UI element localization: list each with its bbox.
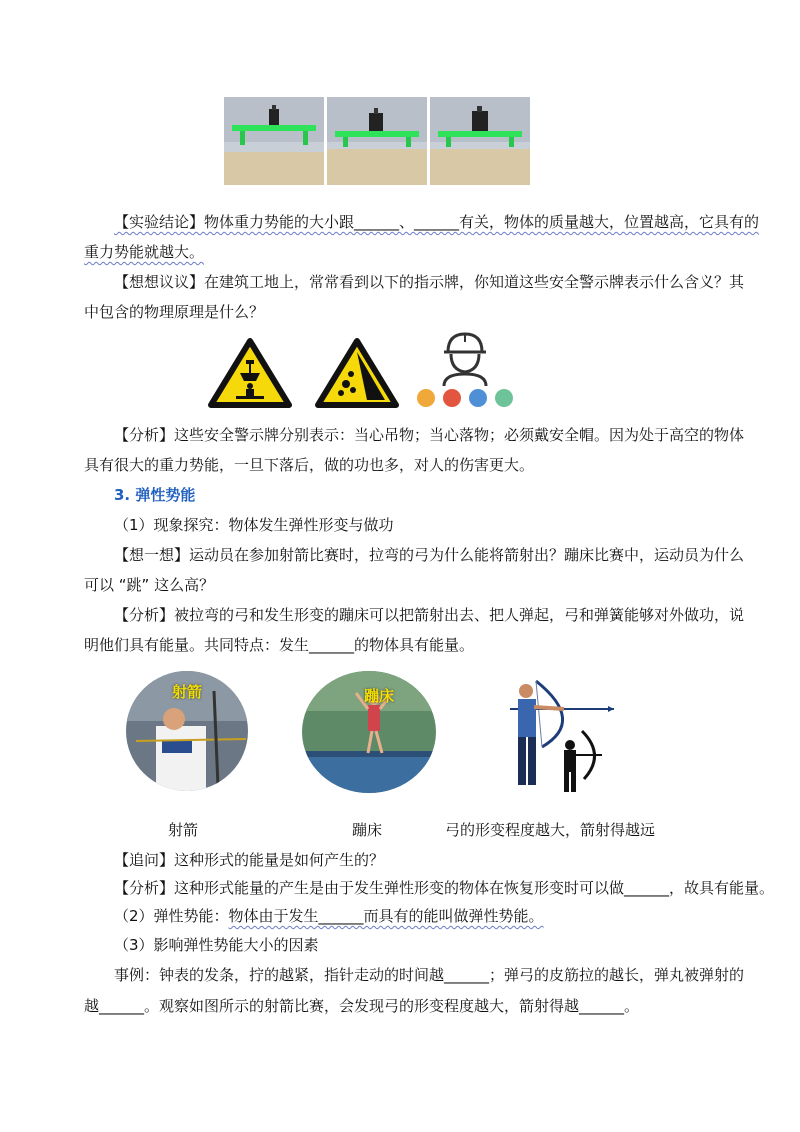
trampoline-photo-label: 蹦床 [364,687,395,705]
discussion-line2: 中包含的物理原理是什么？ [84,303,265,321]
experiment-photo-2 [327,97,427,185]
think-line1: 【想一想】运动员在参加射箭比赛时，拉弯的弓为什么能将箭射出？蹦床比赛中，运动员为什么 [114,546,745,564]
example-line2: 越______。观察如图所示的射箭比赛，会发现弓的形变程度越大，箭射得越______。 [84,997,640,1015]
discussion-line1: 【想想议议】在建筑工地上，常常看到以下的指示牌，你知道这些安全警示牌表示什么含义？其 [114,273,745,291]
safety-helmet-icon [414,328,516,410]
caption-archery: 射箭 [168,821,199,839]
caption-trampoline: 蹦床 [352,821,383,839]
trampoline-photo [302,671,436,793]
followup-question: 【追问】这种形式的能量是如何产生的？ [114,851,385,869]
think-line2: 可以 “跳” 这么高？ [84,576,215,594]
example-line1: 事例：钟表的发条，拧的越紧，指针走动的时间越______；弹弓的皮筋拉的越长，弹丸被弹射的 [114,966,745,984]
hanging-load-warning-icon [208,338,292,408]
experiment-photo-3 [430,97,530,185]
experiment-photo-1 [224,97,324,185]
archer-illustration [490,661,616,795]
analysis-energy-origin: 【分析】这种形式能量的产生是由于发生弹性形变的物体在恢复形变时可以做______，故具有能量。 [114,879,775,897]
subsection-1: （1）现象探究：物体发生弹性形变与做功 [114,516,394,534]
falling-rocks-warning-icon [315,338,399,408]
subsection-3: （3）影响弹性势能大小的因素 [114,936,319,954]
archery-photo-label: 射箭 [172,683,203,701]
analysis-bow-line1: 【分析】被拉弯的弓和发生形变的蹦床可以把箭射出去、把人弹起，弓和弹簧能够对外做功，说 [114,606,745,624]
analysis-signs-line2: 具有很大的重力势能，一旦下落后，做的功也多，对人的伤害更大。 [84,456,535,474]
analysis-signs-line1: 【分析】这些安全警示牌分别表示：当心吊物；当心落物；必须戴安全帽。因为处于高空的物体 [114,426,745,444]
caption-bow-deformation: 弓的形变程度越大，箭射得越远 [445,821,656,839]
experiment-conclusion-line1: 【实验结论】物体重力势能的大小跟______、______有关，物体的质量越大，位置越高，它具有的 [114,213,760,231]
archery-photo [126,671,248,791]
subsection-2: （2）弹性势能：物体由于发生______而具有的能叫做弹性势能。 [114,907,544,925]
experiment-conclusion-line2: 重力势能就越大。 [84,243,205,261]
analysis-bow-line2: 明他们具有能量。共同特点：发生______的物体具有能量。 [84,636,475,654]
section-heading: 3. 弹性势能 [114,486,196,504]
